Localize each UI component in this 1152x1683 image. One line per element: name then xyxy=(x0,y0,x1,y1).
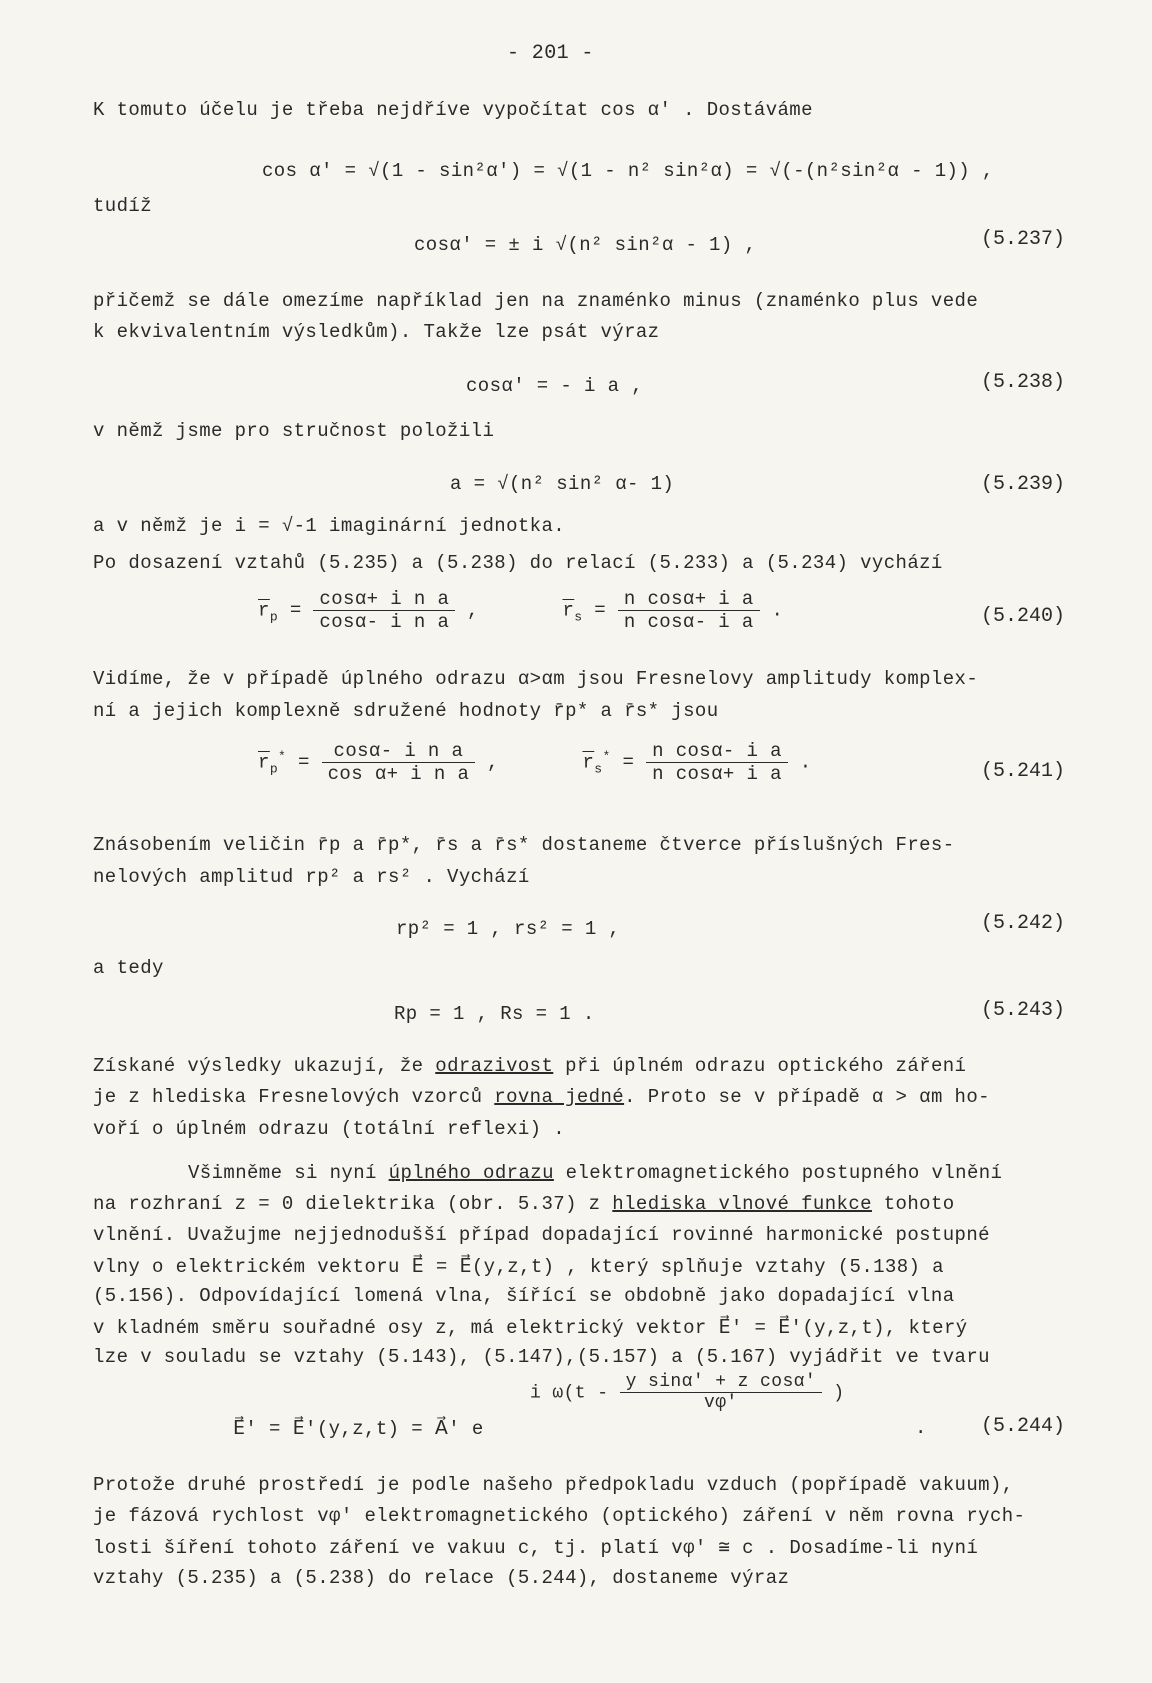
text-line: Všimněme si nyní úplného odrazu elektromagnetického postupného vlnění xyxy=(188,1162,1003,1184)
text-line: Vidíme, že v případě úplného odrazu α>αm jsou Fresnelovy amplitudy komplex- xyxy=(93,668,979,690)
equation-5-243: Rp = 1 , Rs = 1 . xyxy=(394,1003,595,1025)
text-line: je z hlediska Fresnelových vzorců rovna jedné. Proto se v případě α > αm ho- xyxy=(93,1086,990,1108)
equation-5-244-exponent: i ω(t - $\frac{\text{y sinα′ + z cosα′}}{v\varphi'}$ ) xyxy=(530,1372,845,1413)
equation-number: (5.242) xyxy=(981,912,1066,935)
text-line: v kladném směru souřadné osy z, má elektrický vektor E⃗′ = E⃗′(y,z,t), který xyxy=(93,1317,968,1339)
text-line: Znásobením veličin r̄p a r̄p*, r̄s a r̄s* dostaneme čtverce příslušných Fres- xyxy=(93,834,955,856)
text-line: a tedy xyxy=(93,957,164,979)
text-line: vlny o elektrickém vektoru E⃗ = E⃗(y,z,t) , který splňuje vztahy (5.138) a xyxy=(93,1256,944,1278)
fraction: $\frac{\text{cosα- i n a}}{\text{cos α+ i n a}}$ xyxy=(322,740,476,785)
text-line: v němž jsme pro stručnost položili xyxy=(93,420,495,442)
equation-5-241: $\overline{r}_p^*$ = $\frac{\text{cosα- i n a}}{\text{cos α+ i n a}}$ , $\overline{r}_s^*$ = $\frac{\text{n cosα- i a}}{\text{n cosα+ i a}}$ . xyxy=(258,740,812,785)
fraction: $\frac{\text{cosα+ i n a}}{\text{cosα- i n a}}$ xyxy=(313,588,455,633)
equation-number: (5.243) xyxy=(981,999,1066,1022)
equation-number: (5.238) xyxy=(981,371,1066,394)
text-line: na rozhraní z = 0 dielektrika (obr. 5.37) z hlediska vlnové funkce tohoto xyxy=(93,1193,955,1215)
equation-number: (5.237) xyxy=(981,228,1066,251)
text-line: losti šíření tohoto záření ve vakuu c, tj. platí vφ′ ≅ c . Dosadíme-li nyní xyxy=(93,1537,979,1559)
fraction: $\frac{\text{n cosα+ i a}}{\text{n cosα- i a}}$ xyxy=(618,588,760,633)
equation-5-242: rp² = 1 , rs² = 1 , xyxy=(396,918,621,940)
text-line: vlnění. Uvažujme nejjednodušší případ dopadající rovinné harmonické postupné xyxy=(93,1224,990,1246)
equation-number: (5.241) xyxy=(981,760,1066,783)
page-number: - 201 - xyxy=(507,42,594,65)
fraction: $\frac{\text{y sinα′ + z cosα′}}{v\varphi'}$ xyxy=(620,1372,822,1413)
equation-number: (5.240) xyxy=(981,605,1066,628)
text-line: a v němž je i = √-1 imaginární jednotka. xyxy=(93,515,566,537)
text-line: je fázová rychlost vφ′ elektromagnetického (optického) záření v něm rovna rych- xyxy=(93,1505,1026,1527)
text-line: Protože druhé prostředí je podle našeho předpokladu vzduch (popřípadě vakuum), xyxy=(93,1474,1014,1496)
text-line: Po dosazení vztahů (5.235) a (5.238) do relací (5.233) a (5.234) vychází xyxy=(93,552,943,574)
fraction: $\frac{\text{n cosα- i a}}{\text{n cosα+ i a}}$ xyxy=(646,740,788,785)
equation-5-238: cosα′ = - i a , xyxy=(466,375,644,397)
text-line: k ekvivalentním výsledkům). Takže lze psát výraz xyxy=(93,321,660,343)
text-line: přičemž se dále omezíme například jen na znaménko minus (znaménko plus vede xyxy=(93,290,979,312)
equation-number: (5.239) xyxy=(981,473,1066,496)
text-line: voří o úplném odrazu (totální reflexi) . xyxy=(93,1118,566,1140)
text-line: tudíž xyxy=(93,195,153,217)
equation-5-244-lhs: E⃗′ = E⃗′(y,z,t) = A⃗′ e xyxy=(233,1418,484,1440)
text-line: K tomuto účelu je třeba nejdříve vypočítat cos α′ . Dostáváme xyxy=(93,99,813,121)
equation-5-237: cosα′ = ± i √(n² sin²α - 1) , xyxy=(414,234,757,256)
text-line: lze v souladu se vztahy (5.143), (5.147),(5.157) a (5.167) vyjádřit ve tvaru xyxy=(93,1346,990,1368)
text-line: (5.156). Odpovídající lomená vlna, šířící se obdobně jako dopadající vlna xyxy=(93,1285,955,1307)
equation-number: (5.244) xyxy=(981,1415,1066,1438)
equation-5-240: $\overline{r}_p$ = $\frac{\text{cosα+ i n a}}{\text{cosα- i n a}}$ , $\overline{r}_s$ = $\frac{\text{n cosα+ i a}}{\text{n cosα- i a}}$ . xyxy=(258,588,784,633)
equation-5-239: a = √(n² sin² α- 1) xyxy=(450,473,675,495)
equation-dot: . xyxy=(915,1417,927,1439)
text-line: nelových amplitud rp² a rs² . Vychází xyxy=(93,866,530,888)
equation-cos: cos α′ = √(1 - sin²α′) = √(1 - n² sin²α) = √(-(n²sin²α - 1)) , xyxy=(262,160,994,182)
text-line: ní a jejich komplexně sdružené hodnoty r̄p* a r̄s* jsou xyxy=(93,700,719,722)
text-line: Získané výsledky ukazují, že odrazivost při úplném odrazu optického záření xyxy=(93,1055,967,1077)
text-line: vztahy (5.235) a (5.238) do relace (5.244), dostaneme výraz xyxy=(93,1567,790,1589)
